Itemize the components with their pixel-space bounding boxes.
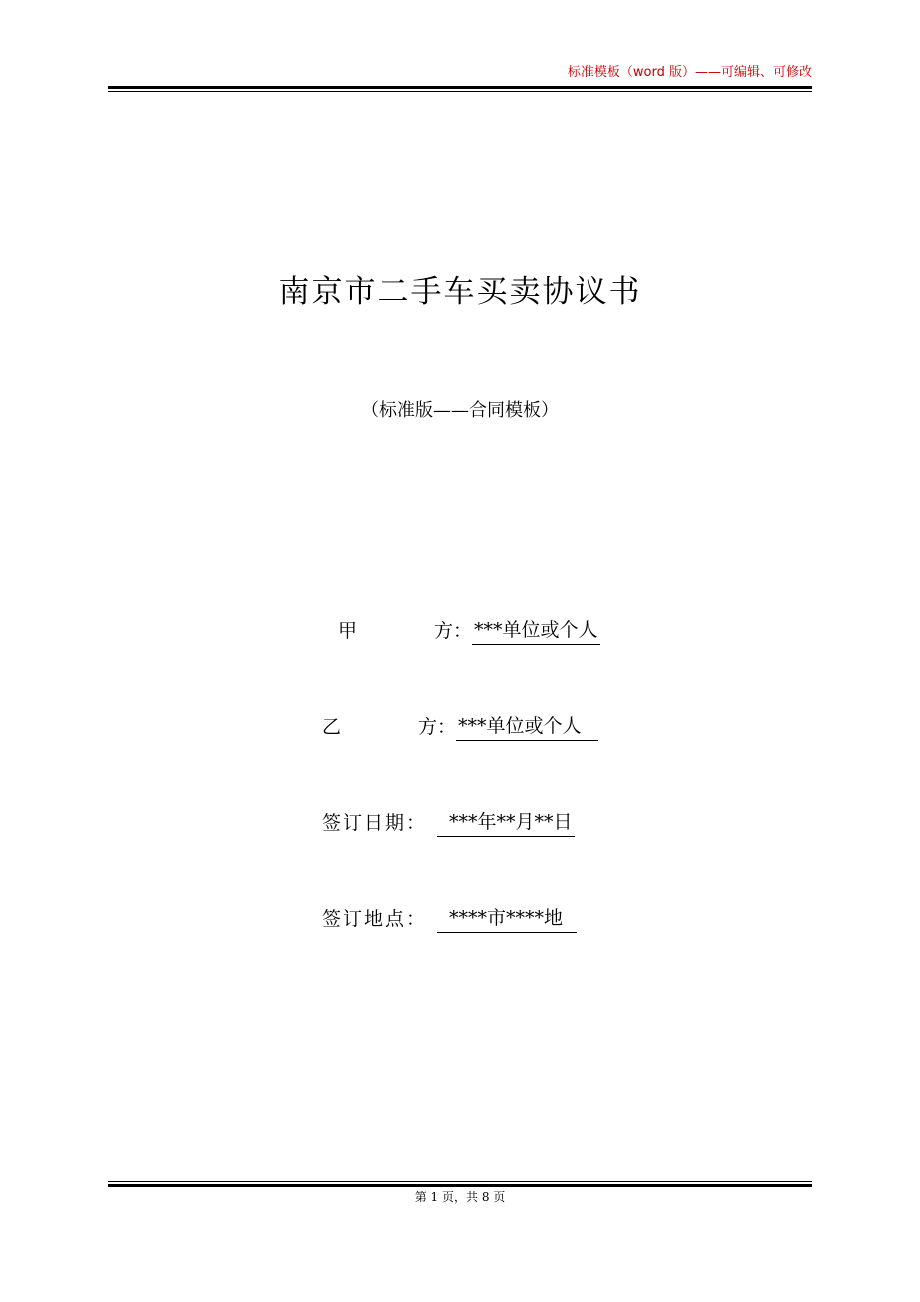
page-number: 第 1 页，共 8 页 (414, 1190, 506, 1204)
party-b-label-first: 乙 (322, 716, 342, 738)
sign-date-field (322, 808, 575, 837)
footer-rule-thick (108, 1184, 812, 1187)
party-a-field (338, 616, 600, 645)
header-rule-thick (108, 86, 812, 89)
sign-date-label: 签订日期： (322, 812, 428, 834)
party-a-label-first: 甲 (338, 620, 358, 642)
footer-rule-thin (108, 1181, 812, 1182)
sign-place-label: 签订地点： (322, 908, 428, 930)
sign-place-value[interactable]: ****市****地 (437, 904, 577, 933)
header-rule-thin (108, 91, 812, 92)
party-a-label-second: 方： (434, 620, 473, 642)
party-b-label-second: 方： (418, 716, 457, 738)
document-subtitle: （标准版——合同模板） (361, 400, 559, 421)
template-note: 标准模板（word 版）——可编辑、可修改 (567, 65, 812, 80)
party-a-value[interactable]: ***单位或个人 (472, 616, 600, 645)
sign-place-field (322, 904, 577, 933)
party-b-value[interactable]: ***单位或个人 (456, 712, 598, 741)
sign-date-value[interactable]: ***年**月**日 (437, 808, 575, 837)
document-title: 南京市二手车买卖协议书 (278, 274, 642, 310)
party-b-field (322, 712, 598, 741)
